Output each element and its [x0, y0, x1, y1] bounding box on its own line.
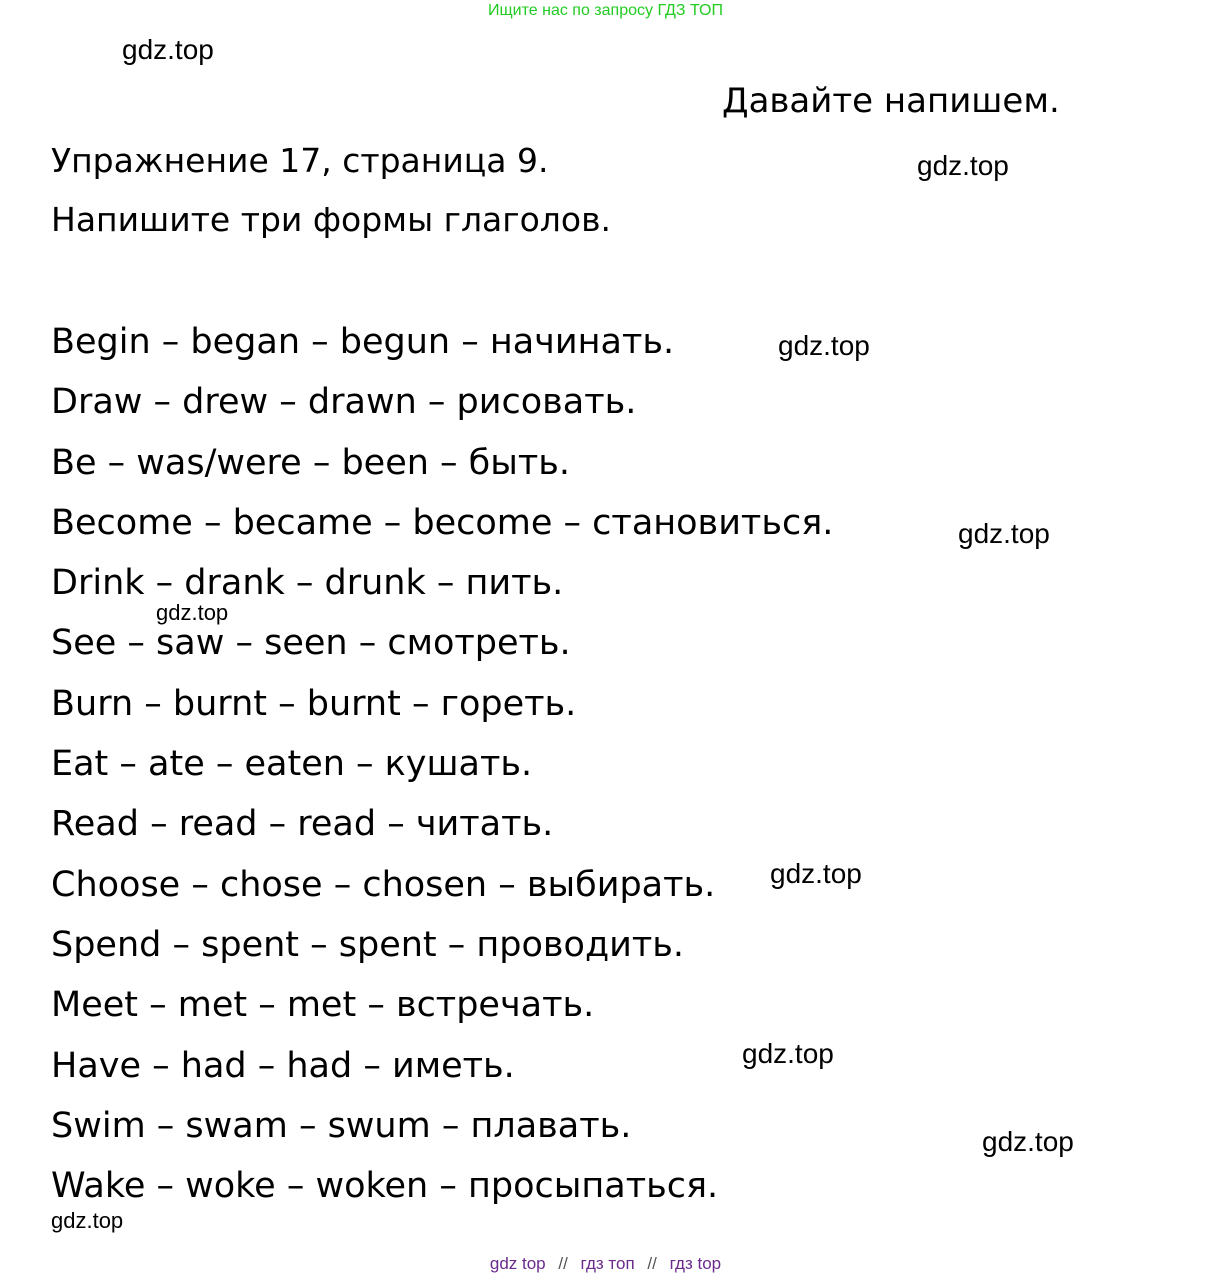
- footer-link-gdz-top[interactable]: gdz top: [489, 1254, 546, 1273]
- footer-separator: //: [647, 1254, 657, 1273]
- verb-row: Burn – burnt – burnt – гореть.: [51, 683, 577, 724]
- verb-row: Choose – chose – chosen – выбирать.: [51, 864, 716, 905]
- exercise-title: Упражнение 17, страница 9.: [51, 141, 549, 180]
- footer-link-gdz-top-mixed[interactable]: гдз top: [669, 1254, 722, 1273]
- verb-row: Have – had – had – иметь.: [51, 1045, 515, 1086]
- watermark: gdz.top: [770, 858, 862, 889]
- verb-row: Meet – met – met – встречать.: [51, 985, 595, 1026]
- watermark: gdz.top: [156, 600, 229, 625]
- page-title: Давайте напишем.: [722, 81, 1060, 121]
- watermark: gdz.top: [958, 518, 1050, 549]
- verb-row: See – saw – seen – смотреть.: [51, 623, 571, 664]
- watermark: gdz.top: [122, 34, 214, 65]
- watermark: gdz.top: [742, 1038, 834, 1069]
- verb-row: Spend – spent – spent – проводить.: [51, 924, 685, 965]
- verb-row: Be – was/were – been – быть.: [51, 442, 571, 483]
- verb-list: [51, 320, 833, 1224]
- verb-row: Swim – swam – swum – плавать.: [51, 1105, 632, 1146]
- footer-separator: //: [558, 1254, 568, 1273]
- watermark: gdz.top: [778, 330, 870, 361]
- verb-row: Read – read – read – читать.: [51, 804, 554, 845]
- top-banner: Ищите нас по запросу ГДЗ ТОП: [488, 2, 723, 19]
- verb-row: Drink – drank – drunk – пить.: [51, 563, 564, 604]
- watermark: gdz.top: [982, 1126, 1074, 1157]
- footer-link-gdz-top-ru[interactable]: гдз топ: [580, 1254, 635, 1273]
- verb-row: Draw – drew – drawn – рисовать.: [51, 382, 637, 423]
- footer: [0, 1254, 1211, 1274]
- verb-row: Eat – ate – eaten – кушать.: [51, 744, 533, 785]
- verb-row: Wake – woke – woken – просыпаться.: [51, 1166, 719, 1207]
- instruction-text: Напишите три формы глаголов.: [51, 200, 612, 239]
- watermark: gdz.top: [917, 150, 1009, 181]
- watermark: gdz.top: [51, 1208, 124, 1233]
- verb-row: Begin – began – begun – начинать.: [51, 322, 675, 362]
- verb-row: Become – became – become – становиться.: [51, 502, 834, 543]
